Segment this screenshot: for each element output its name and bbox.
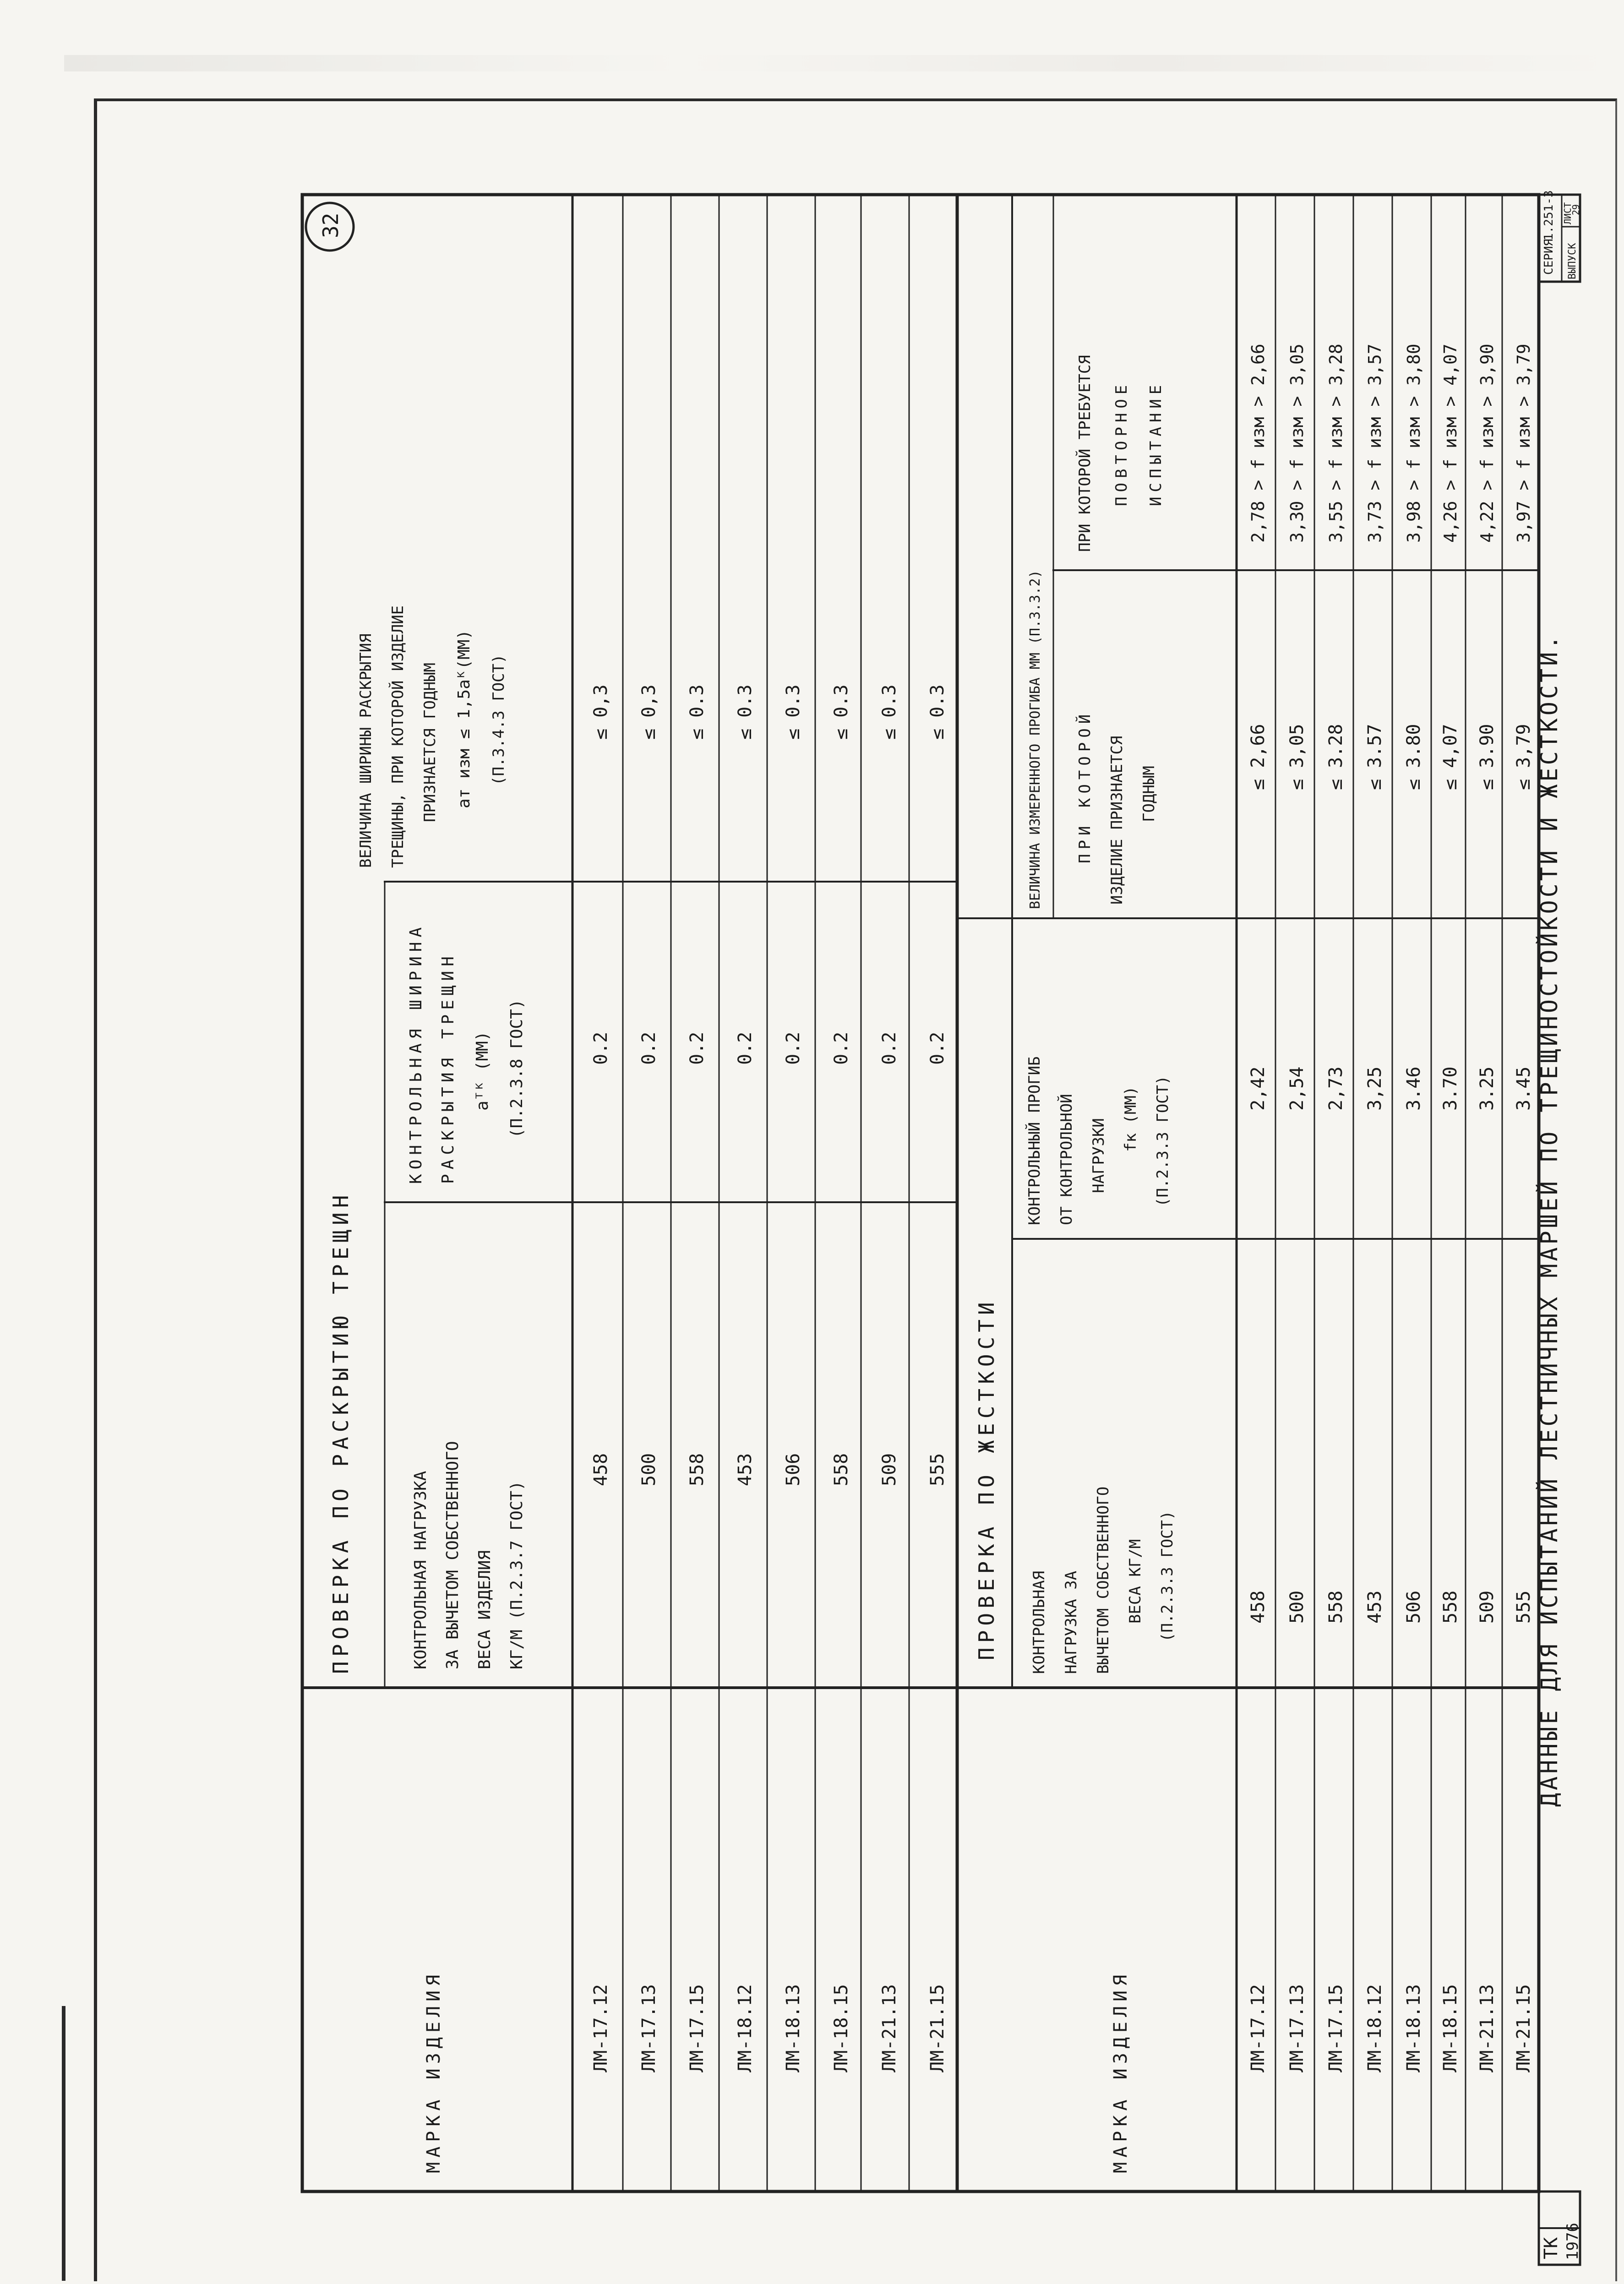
table-row-load: 558 <box>687 1453 708 1486</box>
table-row-acceptable: ≤ 3,05 <box>1286 724 1308 790</box>
stamp-series: 1.251-3 <box>1542 190 1556 240</box>
t2-meas-group: ВЕЛИЧИНА ИЗМЕРЕННОГО ПРОГИБА ММ (П.3.3.2) <box>1027 570 1043 909</box>
table-row-retest: 3,97 > f изм > 3,79 <box>1514 343 1534 543</box>
table-row-retest: 4,22 > f изм > 3,90 <box>1477 343 1497 543</box>
table-row-deflection: 3,25 <box>1364 1066 1385 1111</box>
t1-mark-header: МАРКА ИЗДЕЛИЯ <box>423 1970 444 2173</box>
binder-margin-line <box>62 2006 65 2281</box>
table-row-mark: ЛМ-18.12 <box>1364 1984 1385 2072</box>
document-title: ДАННЫЕ ДЛЯ ИСПЫТАНИЙ ЛЕСТНИЧНЫХ МАРШЕЙ ПО ТРЕЩИНОСТОЙКОСТИ И ЖЕСТКОСТИ. <box>1536 632 1563 1807</box>
table-row-load: 509 <box>879 1453 900 1486</box>
table-row-mark: ЛМ-21.15 <box>927 1984 948 2072</box>
table-row-mark: ЛМ-21.13 <box>879 1984 900 2072</box>
t2-load-h4: ВЕСА КГ/М <box>1126 1539 1144 1624</box>
table-row-mark: ЛМ-17.15 <box>687 1984 708 2072</box>
table-row-acceptable: ≤ 3.28 <box>1325 724 1346 790</box>
table-row-mark: ЛМ-18.13 <box>783 1984 804 2072</box>
t2-load-h2: НАГРУЗКА ЗА <box>1062 1570 1080 1674</box>
table-row-acceptable: ≤ 3.80 <box>1403 724 1424 790</box>
scan-edge-noise <box>64 55 1612 71</box>
table-row-deflection: 3.46 <box>1403 1066 1424 1111</box>
table-row-width: 0.2 <box>590 1031 611 1065</box>
sheet-number: 32 <box>318 213 343 238</box>
t1-load-h4: КГ/М (П.2.3.7 ГОСТ) <box>507 1481 526 1669</box>
t1-group-header: ПРОВЕРКА ПО РАСКРЫТИЮ ТРЕЩИН <box>328 1190 353 1674</box>
table-row-deflection: 3.45 <box>1513 1066 1534 1111</box>
table-row-crack: ≤ 0.3 <box>879 684 900 740</box>
table-row-load: 555 <box>1513 1590 1534 1624</box>
table-row-mark: ЛМ-21.13 <box>1477 1984 1498 2072</box>
table-row-crack: ≤ 0.3 <box>687 684 708 740</box>
table-row-crack: ≤ 0.3 <box>735 684 756 740</box>
table-row-width: 0.2 <box>879 1031 900 1065</box>
table-row-deflection: 2,54 <box>1286 1066 1308 1111</box>
t2-load-h5: (П.2.3.3 ГОСТ) <box>1158 1510 1177 1642</box>
rotated-drawing-sheet <box>147 172 1580 2265</box>
table-row-crack: ≤ 0.3 <box>927 684 948 740</box>
stamp-series-label: СЕРИЯ <box>1542 239 1556 275</box>
table-row-mark: ЛМ-17.13 <box>1286 1984 1308 2072</box>
t2-defl-h5: (П.2.3.3 ГОСТ) <box>1154 1075 1172 1207</box>
table-row-retest: 3,98 > f изм > 3,80 <box>1404 343 1424 543</box>
table-row-deflection: 3.70 <box>1440 1066 1461 1111</box>
t2-ok-h3: ГОДНЫМ <box>1140 766 1158 822</box>
t1-load-h1: КОНТРОЛЬНАЯ НАГРУЗКА <box>411 1471 430 1669</box>
t1-width-h4: (П.2.3.8 ГОСТ) <box>507 999 526 1138</box>
table-row-load: 509 <box>1477 1590 1498 1624</box>
table-row-deflection: 2,42 <box>1248 1066 1269 1111</box>
table-row-width: 0.2 <box>687 1031 708 1065</box>
table1-rows <box>590 685 948 2072</box>
table-row-load: 555 <box>927 1453 948 1486</box>
t2-ok-h1: ПРИ КОТОРОЙ <box>1076 709 1094 863</box>
drawing-canvas <box>147 172 1580 2265</box>
table-row-load: 558 <box>831 1453 852 1486</box>
table-row-crack: ≤ 0.3 <box>831 684 852 740</box>
table-row-load: 500 <box>1286 1590 1308 1624</box>
t1-width-h3: aᵀᴷ (ММ) <box>473 1031 492 1111</box>
table-row-mark: ЛМ-18.15 <box>831 1984 852 2072</box>
table-row-width: 0.2 <box>735 1031 756 1065</box>
table-row-acceptable: ≤ 3,79 <box>1513 724 1534 790</box>
table-row-retest: 2,78 > f изм > 2,66 <box>1248 343 1268 543</box>
t1-load-h2: ЗА ВЫЧЕТОМ СОБСТВЕННОГО <box>443 1441 462 1669</box>
table-row-width: 0.2 <box>638 1031 659 1065</box>
t1-crack-h5: (П.3.4.3 ГОСТ) <box>490 654 508 785</box>
t2-defl-h2: ОТ КОНТРОЛЬНОЙ <box>1057 1094 1076 1225</box>
t1-crack-h3: ПРИЗНАЕТСЯ ГОДНЫМ <box>421 663 439 822</box>
table-row-load: 558 <box>1440 1590 1461 1624</box>
table-row-crack: ≤ 0.3 <box>783 684 804 740</box>
stamp-sheet: 29 <box>1570 204 1581 215</box>
stamp-issue-label: ВЫПУСК <box>1567 243 1578 279</box>
table-row-crack: ≤ 0,3 <box>590 684 611 740</box>
stamp-year: 1976 <box>1564 2223 1582 2260</box>
t2-retest-h3: ИСПЫТАНИЕ <box>1147 380 1165 506</box>
t2-defl-h3: НАГРУЗКИ <box>1090 1118 1108 1193</box>
table-row-load: 506 <box>783 1453 804 1486</box>
table-row-load: 453 <box>735 1453 756 1486</box>
stamp-tk: ТК <box>1541 2237 1562 2259</box>
table-row-mark: ЛМ-17.12 <box>590 1984 611 2072</box>
table-row-load: 558 <box>1325 1590 1346 1624</box>
t1-crack-h2: ТРЕЩИНЫ, ПРИ КОТОРОЙ ИЗДЕЛИЕ <box>389 605 407 868</box>
table-row-deflection: 3.25 <box>1477 1066 1498 1111</box>
table-row-load: 453 <box>1364 1590 1385 1624</box>
t1-crack-h4: aт изм ≤ 1,5aᴷ(ММ) <box>455 629 474 808</box>
table-row-load: 458 <box>590 1453 611 1486</box>
table-row-mark: ЛМ-18.13 <box>1403 1984 1424 2072</box>
stamp-sheet-label: ЛИСТ <box>1562 202 1573 224</box>
table-row-crack: ≤ 0,3 <box>638 684 659 740</box>
t2-retest-h2: ПОВТОРНОЕ <box>1112 380 1131 506</box>
table-row-acceptable: ≤ 2,66 <box>1248 724 1269 790</box>
table-row-mark: ЛМ-17.13 <box>638 1984 659 2072</box>
t1-crack-h1: ВЕЛИЧИНА ШИРИНЫ РАСКРЫТИЯ <box>357 633 375 868</box>
t1-width-h2: РАСКРЫТИЯ ТРЕЩИН <box>439 952 458 1184</box>
table-row-deflection: 2,73 <box>1325 1066 1346 1111</box>
t1-width-h1: КОНТРОЛЬНАЯ ШИРИНА <box>407 922 425 1184</box>
t2-load-h3: ВЫЧЕТОМ СОБСТВЕННОГО <box>1094 1486 1112 1674</box>
table-row-width: 0.2 <box>831 1031 852 1065</box>
table-row-width: 0.2 <box>783 1031 804 1065</box>
table-row-load: 458 <box>1248 1590 1269 1624</box>
t2-group-header: ПРОВЕРКА ПО ЖЕСТКОСТИ <box>974 1297 999 1660</box>
table-row-retest: 3,30 > f изм > 3,05 <box>1287 343 1307 543</box>
table-row-acceptable: ≤ 3.90 <box>1477 724 1498 790</box>
table-row-load: 500 <box>638 1453 659 1486</box>
t1-load-h3: ВЕСА ИЗДЕЛИЯ <box>475 1550 494 1669</box>
table-row-retest: 4,26 > f изм > 4,07 <box>1440 343 1461 543</box>
t2-retest-h1: ПРИ КОТОРОЙ ТРЕБУЕТСЯ <box>1076 355 1094 552</box>
table-row-acceptable: ≤ 4,07 <box>1440 724 1461 790</box>
t2-mark-header: МАРКА ИЗДЕЛИЯ <box>1110 1970 1131 2173</box>
table-row-mark: ЛМ-18.15 <box>1440 1984 1461 2072</box>
table-row-retest: 3,73 > f изм > 3,57 <box>1365 343 1385 543</box>
table-row-width: 0.2 <box>927 1031 948 1065</box>
table-row-acceptable: ≤ 3.57 <box>1364 724 1385 790</box>
table-row-mark: ЛМ-21.15 <box>1513 1984 1534 2072</box>
t2-load-h1: КОНТРОЛЬНАЯ <box>1030 1570 1048 1674</box>
table-row-mark: ЛМ-17.15 <box>1325 1984 1346 2072</box>
table-row-mark: ЛМ-18.12 <box>735 1984 756 2072</box>
table-row-retest: 3,55 > f изм > 3,28 <box>1326 343 1346 543</box>
t2-defl-h4: fк (ММ) <box>1122 1086 1140 1152</box>
table-row-load: 506 <box>1403 1590 1424 1624</box>
t2-ok-h2: ИЗДЕЛИЕ ПРИЗНАЕТСЯ <box>1108 736 1126 905</box>
table-row-mark: ЛМ-17.12 <box>1248 1984 1269 2072</box>
t2-defl-h1: КОНТРОЛЬНЫЙ ПРОГИБ <box>1025 1056 1044 1225</box>
table2-rows <box>1248 343 1534 2072</box>
